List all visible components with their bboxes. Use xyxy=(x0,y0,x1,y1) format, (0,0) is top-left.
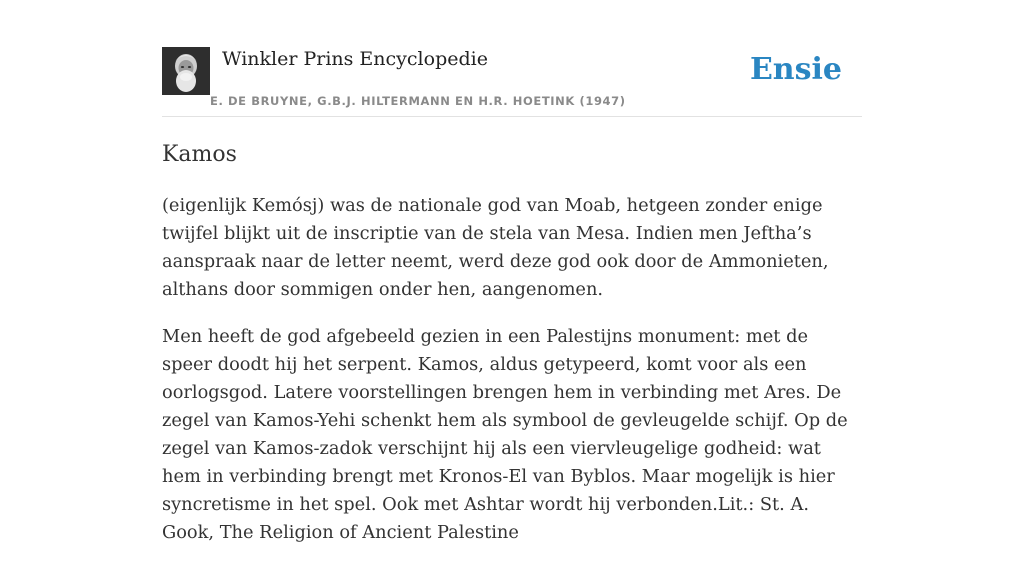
author-avatar[interactable] xyxy=(162,47,210,95)
entry-body xyxy=(162,192,862,566)
source-title[interactable]: Winkler Prins Encyclopedie xyxy=(222,48,488,70)
entry-paragraph: Men heeft de god afgebeeld gezien in een Palestijns monument: met de speer doodt hij het serpent. Kamos, aldus getypeerd, komt voor als een oorlogsgod. Latere voorstellingen brengen hem in verbinding met Ares. De zegel van Kamos-Yehi schenkt hem als symbool de gevleugelde schijf. Op de zegel van Kamos-zadok verschijnt hij als een viervleugelige godheid: wat hem in verbinding brengt met Kronos-El van Byblos. Maar mogelijk is hier syncretisme in het spel. Ook met Ashtar wordt hij verbonden.Lit.: St. A. Gook, The Religion of Ancient Palestine xyxy=(162,326,848,543)
entry-title: Kamos xyxy=(162,142,237,167)
portrait-icon xyxy=(162,47,210,95)
ensie-logo[interactable]: Ensie xyxy=(749,52,842,87)
source-header xyxy=(162,46,862,117)
source-authors: E. DE BRUYNE, G.B.J. HILTERMANN EN H.R. HOETINK (1947) xyxy=(210,94,626,108)
entry-paragraph: (eigenlijk Kemósj) was de nationale god van Moab, hetgeen zonder enige twijfel blijkt uit de inscriptie van de stela van Mesa. Indien men Jeftha’s aanspraak naar de letter neemt, werd deze god ook door de Ammonieten, althans door sommigen onder hen, aangenomen. xyxy=(162,195,829,300)
